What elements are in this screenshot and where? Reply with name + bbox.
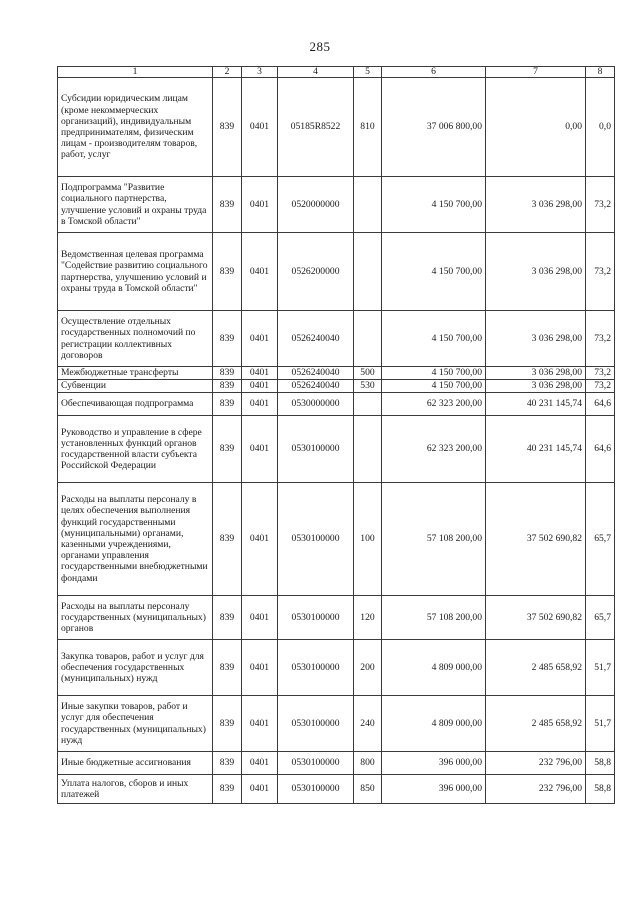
table-row (58, 416, 615, 483)
percent-cell: 73,2 (586, 311, 615, 367)
executed-amount-cell: 37 502 690,82 (486, 596, 586, 640)
table-row (58, 393, 615, 416)
section-code-cell: 0401 (242, 416, 278, 483)
plan-amount-cell: 4 809 000,00 (382, 696, 486, 752)
plan-amount-cell: 4 150 700,00 (382, 233, 486, 311)
article-code-cell: 0526240040 (278, 380, 354, 393)
article-code-cell: 0526200000 (278, 233, 354, 311)
section-code-cell: 0401 (242, 775, 278, 804)
percent-cell: 65,7 (586, 596, 615, 640)
ministry-code-cell: 839 (213, 380, 242, 393)
section-code-cell: 0401 (242, 483, 278, 596)
section-code-cell: 0401 (242, 233, 278, 311)
ministry-code-cell: 839 (213, 177, 242, 233)
ministry-code-cell: 839 (213, 311, 242, 367)
executed-amount-cell: 2 485 658,92 (486, 640, 586, 696)
table-row (58, 775, 615, 804)
section-code-cell: 0401 (242, 696, 278, 752)
percent-cell: 51,7 (586, 696, 615, 752)
column-number: 3 (242, 67, 278, 78)
table-row (58, 78, 615, 177)
column-number-row (58, 67, 615, 78)
ministry-code-cell: 839 (213, 416, 242, 483)
row-name-cell: Иные закупки товаров, работ и услуг для обеспечения государственных (муниципальных) нужд (58, 696, 213, 752)
section-code-cell: 0401 (242, 367, 278, 380)
article-code-cell: 0530100000 (278, 696, 354, 752)
percent-cell: 73,2 (586, 233, 615, 311)
article-code-cell: 0530100000 (278, 483, 354, 596)
plan-amount-cell: 62 323 200,00 (382, 416, 486, 483)
percent-cell: 51,7 (586, 640, 615, 696)
plan-amount-cell: 396 000,00 (382, 775, 486, 804)
ministry-code-cell: 839 (213, 775, 242, 804)
executed-amount-cell: 2 485 658,92 (486, 696, 586, 752)
row-name-cell: Уплата налогов, сборов и иных платежей (58, 775, 213, 804)
column-number: 2 (213, 67, 242, 78)
row-name-cell: Подпрограмма "Развитие социального партнерства, улучшение условий и охраны труда в Томской области" (58, 177, 213, 233)
column-number: 7 (486, 67, 586, 78)
column-number: 1 (58, 67, 213, 78)
article-code-cell: 0520000000 (278, 177, 354, 233)
row-name-cell: Обеспечивающая подпрограмма (58, 393, 213, 416)
expense-type-cell (354, 393, 382, 416)
executed-amount-cell: 232 796,00 (486, 752, 586, 775)
plan-amount-cell: 57 108 200,00 (382, 483, 486, 596)
expense-type-cell: 500 (354, 367, 382, 380)
expense-type-cell (354, 416, 382, 483)
table-row (58, 367, 615, 380)
percent-cell: 73,2 (586, 380, 615, 393)
ministry-code-cell: 839 (213, 233, 242, 311)
plan-amount-cell: 4 150 700,00 (382, 177, 486, 233)
executed-amount-cell: 40 231 145,74 (486, 416, 586, 483)
row-name-cell: Осуществление отдельных государственных полномочий по регистрации коллективных договоров (58, 311, 213, 367)
row-name-cell: Расходы на выплаты персоналу в целях обеспечения выполнения функций государственными (муниципальными) органами, казенными учреждениями, органами управления государственными внебюджетными фондами (58, 483, 213, 596)
table-row (58, 696, 615, 752)
row-name-cell: Межбюджетные трансферты (58, 367, 213, 380)
column-number: 4 (278, 67, 354, 78)
row-name-cell: Руководство и управление в сфере установленных функций органов государственной власти субъекта Российской Федерации (58, 416, 213, 483)
budget-table (57, 66, 615, 804)
percent-cell: 73,2 (586, 177, 615, 233)
expense-type-cell: 240 (354, 696, 382, 752)
ministry-code-cell: 839 (213, 393, 242, 416)
column-number: 5 (354, 67, 382, 78)
section-code-cell: 0401 (242, 752, 278, 775)
executed-amount-cell: 232 796,00 (486, 775, 586, 804)
executed-amount-cell: 3 036 298,00 (486, 311, 586, 367)
table-row (58, 483, 615, 596)
column-number: 6 (382, 67, 486, 78)
ministry-code-cell: 839 (213, 640, 242, 696)
expense-type-cell: 200 (354, 640, 382, 696)
article-code-cell: 05185R8522 (278, 78, 354, 177)
table-row (58, 311, 615, 367)
table-row (58, 596, 615, 640)
expense-type-cell (354, 233, 382, 311)
percent-cell: 0,0 (586, 78, 615, 177)
expense-type-cell: 100 (354, 483, 382, 596)
section-code-cell: 0401 (242, 177, 278, 233)
plan-amount-cell: 4 150 700,00 (382, 311, 486, 367)
row-name-cell: Ведомственная целевая программа "Содействие развитию социального партнерства, улучшению условий и охраны труда в Томской области" (58, 233, 213, 311)
percent-cell: 73,2 (586, 367, 615, 380)
expense-type-cell: 810 (354, 78, 382, 177)
row-name-cell: Расходы на выплаты персоналу государственных (муниципальных) органов (58, 596, 213, 640)
ministry-code-cell: 839 (213, 696, 242, 752)
expense-type-cell (354, 311, 382, 367)
row-name-cell: Субсидии юридическим лицам (кроме некоммерческих организаций), индивидуальным предпринимателям, физическим лицам - производителям товаров, работ, услуг (58, 78, 213, 177)
plan-amount-cell: 62 323 200,00 (382, 393, 486, 416)
section-code-cell: 0401 (242, 393, 278, 416)
section-code-cell: 0401 (242, 380, 278, 393)
executed-amount-cell: 3 036 298,00 (486, 380, 586, 393)
article-code-cell: 0530000000 (278, 393, 354, 416)
percent-cell: 64,6 (586, 416, 615, 483)
section-code-cell: 0401 (242, 311, 278, 367)
plan-amount-cell: 57 108 200,00 (382, 596, 486, 640)
percent-cell: 64,6 (586, 393, 615, 416)
row-name-cell: Закупка товаров, работ и услуг для обеспечения государственных (муниципальных) нужд (58, 640, 213, 696)
percent-cell: 65,7 (586, 483, 615, 596)
plan-amount-cell: 37 006 800,00 (382, 78, 486, 177)
expense-type-cell: 800 (354, 752, 382, 775)
expense-type-cell: 850 (354, 775, 382, 804)
executed-amount-cell: 3 036 298,00 (486, 177, 586, 233)
table-row (58, 177, 615, 233)
page-number: 285 (309, 39, 331, 54)
article-code-cell: 0530100000 (278, 775, 354, 804)
expense-type-cell: 530 (354, 380, 382, 393)
ministry-code-cell: 839 (213, 483, 242, 596)
executed-amount-cell: 3 036 298,00 (486, 367, 586, 380)
percent-cell: 58,8 (586, 775, 615, 804)
section-code-cell: 0401 (242, 78, 278, 177)
article-code-cell: 0530100000 (278, 640, 354, 696)
ministry-code-cell: 839 (213, 752, 242, 775)
row-name-cell: Иные бюджетные ассигнования (58, 752, 213, 775)
table-row (58, 752, 615, 775)
percent-cell: 58,8 (586, 752, 615, 775)
table-row (58, 233, 615, 311)
ministry-code-cell: 839 (213, 78, 242, 177)
table-row (58, 380, 615, 393)
section-code-cell: 0401 (242, 596, 278, 640)
executed-amount-cell: 37 502 690,82 (486, 483, 586, 596)
expense-type-cell: 120 (354, 596, 382, 640)
ministry-code-cell: 839 (213, 596, 242, 640)
executed-amount-cell: 3 036 298,00 (486, 233, 586, 311)
expense-type-cell (354, 177, 382, 233)
article-code-cell: 0526240040 (278, 367, 354, 380)
article-code-cell: 0526240040 (278, 311, 354, 367)
executed-amount-cell: 40 231 145,74 (486, 393, 586, 416)
column-number: 8 (586, 67, 615, 78)
section-code-cell: 0401 (242, 640, 278, 696)
plan-amount-cell: 4 150 700,00 (382, 367, 486, 380)
article-code-cell: 0530100000 (278, 596, 354, 640)
plan-amount-cell: 396 000,00 (382, 752, 486, 775)
article-code-cell: 0530100000 (278, 416, 354, 483)
plan-amount-cell: 4 809 000,00 (382, 640, 486, 696)
ministry-code-cell: 839 (213, 367, 242, 380)
executed-amount-cell: 0,00 (486, 78, 586, 177)
plan-amount-cell: 4 150 700,00 (382, 380, 486, 393)
table-row (58, 640, 615, 696)
row-name-cell: Субвенции (58, 380, 213, 393)
article-code-cell: 0530100000 (278, 752, 354, 775)
